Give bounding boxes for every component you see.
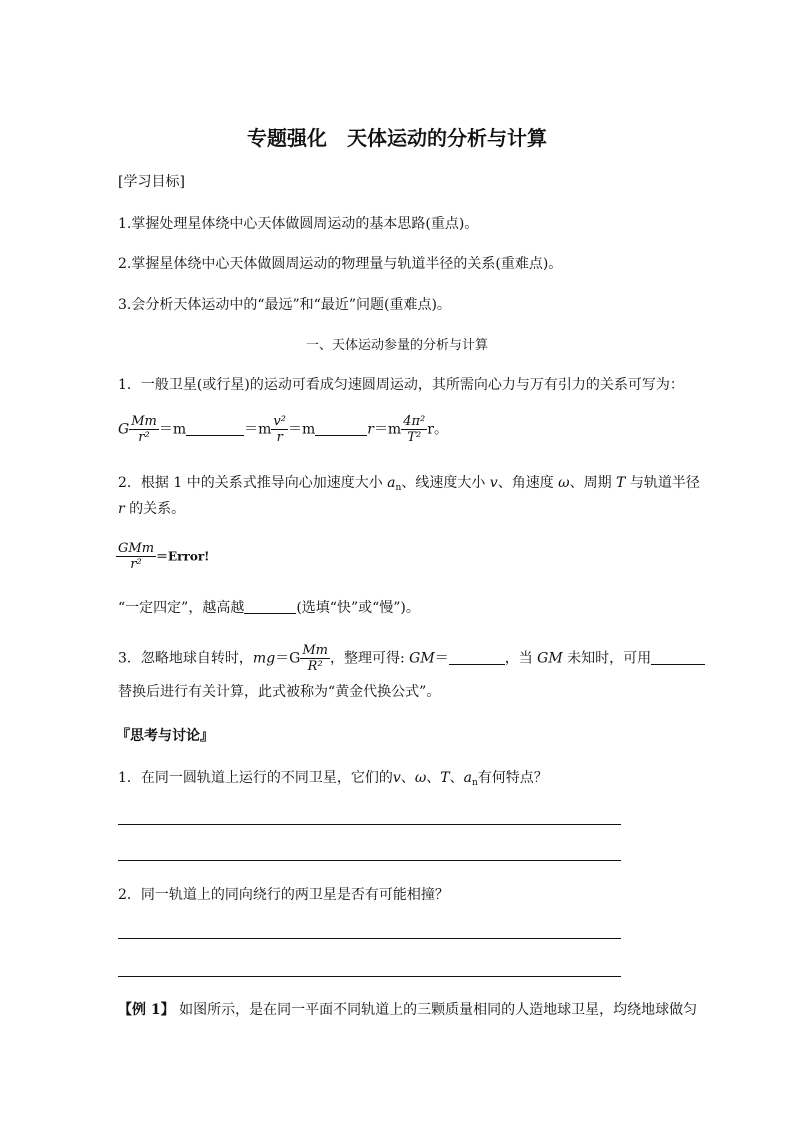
answer-line-2[interactable] xyxy=(118,860,621,861)
fraction-v2-r: $\frac{\text{v²}}{r}$ xyxy=(273,414,286,445)
paragraph-4-line-1: 3．忽略地球自转时，mg＝G $\frac{Mm}{\text{R²}}$ ，整理可得: GM＝ ，当 GM 未知时，可用 xyxy=(118,643,705,674)
page-title: 专题强化 天体运动的分析与计算 xyxy=(247,126,547,150)
question-2: 2．同一轨道上的同向绕行的两卫星是否有可能相撞？ xyxy=(118,887,449,903)
objective-item-1: 1.掌握处理星体绕中心天体做圆周运动的基本思路(重点)。 xyxy=(118,216,479,232)
blank-gm[interactable] xyxy=(449,650,505,665)
formula-gmm xyxy=(116,541,209,572)
blank-substitute[interactable] xyxy=(651,650,705,665)
discussion-heading: 『思考与讨论』 xyxy=(116,728,214,744)
blank-speed[interactable] xyxy=(244,599,296,614)
paragraph-2-line-1: 2．根据 1 中的关系式推导向心加速度大小 $a_n$、线速度大小 v、角速度 ω、周期 T 与轨道半径 xyxy=(118,475,700,493)
blank-acceleration[interactable] xyxy=(186,421,244,436)
formula-G: G xyxy=(118,421,130,438)
fraction-mm-r2: $\frac{Mm}{\text{r²}}$ xyxy=(131,414,157,445)
answer-line-3[interactable] xyxy=(118,938,621,939)
question-1: 1．在同一圆轨道上运行的不同卫星，它们的v、ω、T、$a_n$有何特点？ xyxy=(118,770,548,788)
fraction-4pi2-t2: $\frac{\text{4π²}}{\text{T²}}$ xyxy=(403,414,426,445)
error-field: ＝Error! xyxy=(156,549,210,564)
objectives-heading: [学习目标] xyxy=(118,174,185,190)
answer-line-4[interactable] xyxy=(118,976,621,977)
paragraph-4-line-2: 替换后进行有关计算，此式被称为“黄金代换公式”。 xyxy=(118,684,441,700)
paragraph-3: “一定四定”，越高越 (选填“快”或“慢”)。 xyxy=(118,600,420,616)
fraction-mm-R2: $\frac{Mm}{\text{R²}}$ xyxy=(302,643,328,674)
example-label: 【例 1】 xyxy=(118,1002,175,1018)
paragraph-1: 1．一般卫星(或行星)的运动可看成匀速圆周运动，其所需向心力与万有引力的关系可写为： xyxy=(118,377,684,393)
example-1: 【例 1】 如图所示，是在同一平面不同轨道上的三颗质量相同的人造地球卫星，均绕地球做匀 xyxy=(118,1002,698,1018)
objective-item-2: 2.掌握星体绕中心天体做圆周运动的物理量与轨道半径的关系(重难点)。 xyxy=(118,256,563,272)
fraction-gmm-r2: $\frac{\text{GMm}}{\text{r²}}$ xyxy=(118,541,155,572)
formula-centripetal: G $\frac{Mm}{\text{r²}}$ ＝m ＝m $\frac{\text{v²}}{r}$ ＝m r＝m $\frac{\text{4π²}}{\text{T²}}$ r。 xyxy=(118,414,448,445)
blank-angular[interactable] xyxy=(315,421,367,436)
paragraph-2-line-2: r 的关系。 xyxy=(118,501,186,517)
section-heading: 一、天体运动参量的分析与计算 xyxy=(305,338,488,353)
objective-item-3: 3.会分析天体运动中的“最远”和“最近”问题(重难点)。 xyxy=(118,297,451,313)
answer-line-1[interactable] xyxy=(118,824,621,825)
